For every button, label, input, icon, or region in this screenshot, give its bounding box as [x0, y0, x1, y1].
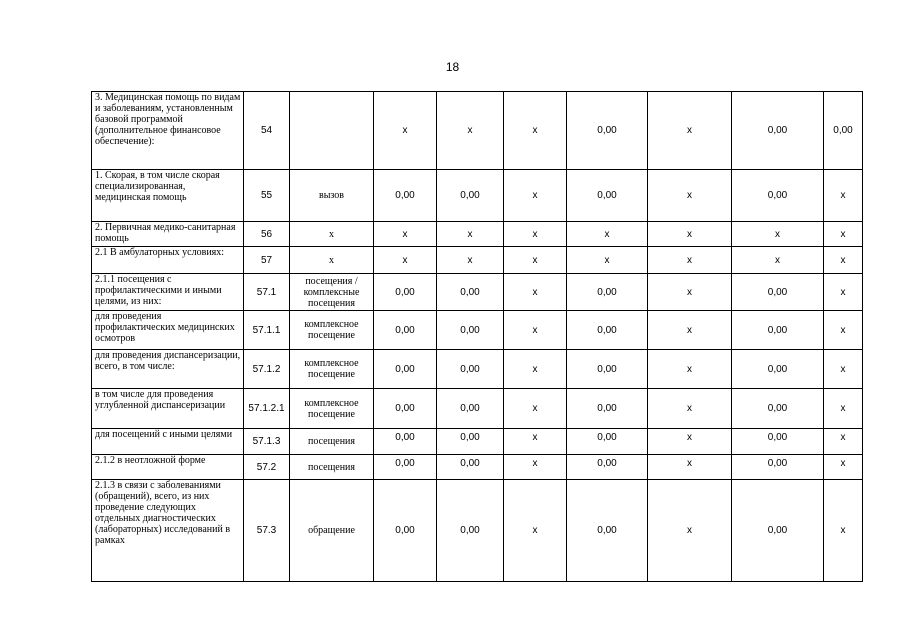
table-row: [92, 455, 863, 480]
table-body: [92, 92, 863, 582]
value-cell: 0,00: [567, 389, 648, 429]
table-row: [92, 389, 863, 429]
value-cell: x: [648, 274, 732, 311]
value-cell: x: [824, 222, 863, 247]
value-cell: 0,00: [567, 455, 648, 480]
table-row: [92, 92, 863, 170]
value-cell: 0,00: [732, 274, 824, 311]
value-cell: x: [732, 222, 824, 247]
value-cell: x: [824, 455, 863, 480]
value-cell: x: [437, 247, 504, 274]
table-row: [92, 170, 863, 222]
value-cell: x: [824, 429, 863, 455]
value-cell: 0,00: [374, 389, 437, 429]
value-cell: x: [504, 274, 567, 311]
value-cell: x: [504, 247, 567, 274]
table-row: [92, 429, 863, 455]
row-code-cell: 57.1.3: [244, 429, 290, 455]
row-name-cell: для проведения диспансеризации, всего, в том числе:: [92, 350, 244, 389]
value-cell: 0,00: [374, 455, 437, 480]
value-cell: 0,00: [824, 92, 863, 170]
value-cell: 0,00: [374, 350, 437, 389]
row-unit-cell: посещения / комплексные посещения: [290, 274, 374, 311]
row-unit-cell: комплексное посещение: [290, 350, 374, 389]
value-cell: x: [504, 350, 567, 389]
value-cell: x: [504, 170, 567, 222]
table-row: [92, 480, 863, 582]
value-cell: 0,00: [437, 350, 504, 389]
value-cell: x: [504, 222, 567, 247]
value-cell: x: [504, 455, 567, 480]
value-cell: x: [567, 222, 648, 247]
value-cell: 0,00: [437, 170, 504, 222]
row-name-cell: для посещений с иными целями: [92, 429, 244, 455]
value-cell: 0,00: [567, 274, 648, 311]
value-cell: 0,00: [374, 480, 437, 582]
value-cell: 0,00: [437, 389, 504, 429]
value-cell: x: [374, 222, 437, 247]
row-code-cell: 57: [244, 247, 290, 274]
value-cell: x: [732, 247, 824, 274]
value-cell: 0,00: [732, 350, 824, 389]
value-cell: 0,00: [374, 429, 437, 455]
value-cell: 0,00: [567, 480, 648, 582]
row-name-cell: 2. Первичная медико-санитарная помощь: [92, 222, 244, 247]
value-cell: 0,00: [437, 311, 504, 350]
value-cell: 0,00: [732, 455, 824, 480]
value-cell: x: [648, 429, 732, 455]
value-cell: x: [648, 480, 732, 582]
row-unit-cell: посещения: [290, 429, 374, 455]
value-cell: 0,00: [437, 455, 504, 480]
table-row: [92, 274, 863, 311]
value-cell: x: [824, 274, 863, 311]
value-cell: x: [648, 311, 732, 350]
row-code-cell: 57.3: [244, 480, 290, 582]
row-name-cell: 2.1.1 посещения с профилактическими и иными целями, из них:: [92, 274, 244, 311]
row-unit-cell: вызов: [290, 170, 374, 222]
table-row: [92, 350, 863, 389]
row-code-cell: 57.1.2.1: [244, 389, 290, 429]
value-cell: x: [648, 170, 732, 222]
row-name-cell: для проведения профилактических медицинских осмотров: [92, 311, 244, 350]
value-cell: 0,00: [732, 429, 824, 455]
row-code-cell: 57.1.1: [244, 311, 290, 350]
row-name-cell: 2.1.3 в связи с заболеваниями (обращений), всего, из них проведение следующих отдельных диагностических (лабораторных) исследований в рамках: [92, 480, 244, 582]
value-cell: x: [374, 247, 437, 274]
value-cell: 0,00: [567, 350, 648, 389]
value-cell: x: [504, 311, 567, 350]
value-cell: x: [504, 429, 567, 455]
value-cell: 0,00: [567, 429, 648, 455]
value-cell: 0,00: [732, 311, 824, 350]
row-unit-cell: [290, 92, 374, 170]
row-unit-cell: посещения: [290, 455, 374, 480]
row-name-cell: в том числе для проведения углубленной диспансеризации: [92, 389, 244, 429]
value-cell: x: [824, 170, 863, 222]
row-code-cell: 57.1.2: [244, 350, 290, 389]
value-cell: 0,00: [567, 170, 648, 222]
table-row: [92, 222, 863, 247]
value-cell: 0,00: [732, 480, 824, 582]
row-code-cell: 57.2: [244, 455, 290, 480]
value-cell: x: [648, 389, 732, 429]
row-code-cell: 54: [244, 92, 290, 170]
value-cell: x: [824, 480, 863, 582]
row-code-cell: 56: [244, 222, 290, 247]
table-row: [92, 311, 863, 350]
row-name-cell: 3. Медицинская помощь по видам и заболеваниям, установленным базовой программой (дополнительное финансовое обеспечение):: [92, 92, 244, 170]
row-name-cell: 2.1.2 в неотложной форме: [92, 455, 244, 480]
row-unit-cell: x: [290, 222, 374, 247]
value-cell: 0,00: [437, 274, 504, 311]
value-cell: x: [824, 247, 863, 274]
row-unit-cell: x: [290, 247, 374, 274]
row-unit-cell: комплексное посещение: [290, 311, 374, 350]
row-name-cell: 1. Скорая, в том числе скорая специализированная, медицинская помощь: [92, 170, 244, 222]
table-row: [92, 247, 863, 274]
row-name-cell: 2.1 В амбулаторных условиях:: [92, 247, 244, 274]
value-cell: x: [374, 92, 437, 170]
row-unit-cell: комплексное посещение: [290, 389, 374, 429]
value-cell: 0,00: [374, 311, 437, 350]
value-cell: x: [648, 92, 732, 170]
value-cell: 0,00: [732, 389, 824, 429]
value-cell: 0,00: [732, 170, 824, 222]
row-code-cell: 55: [244, 170, 290, 222]
row-unit-cell: обращение: [290, 480, 374, 582]
row-code-cell: 57.1: [244, 274, 290, 311]
value-cell: 0,00: [374, 170, 437, 222]
value-cell: 0,00: [732, 92, 824, 170]
value-cell: 0,00: [567, 311, 648, 350]
value-cell: x: [648, 247, 732, 274]
value-cell: x: [824, 389, 863, 429]
value-cell: x: [504, 92, 567, 170]
value-cell: x: [437, 92, 504, 170]
value-cell: x: [504, 480, 567, 582]
value-cell: x: [504, 389, 567, 429]
value-cell: x: [648, 455, 732, 480]
value-cell: x: [567, 247, 648, 274]
value-cell: 0,00: [374, 274, 437, 311]
value-cell: x: [824, 311, 863, 350]
value-cell: 0,00: [437, 480, 504, 582]
value-cell: x: [648, 222, 732, 247]
value-cell: 0,00: [437, 429, 504, 455]
financing-table: [91, 91, 863, 582]
value-cell: x: [437, 222, 504, 247]
page-number: 18: [445, 60, 460, 74]
value-cell: x: [824, 350, 863, 389]
value-cell: 0,00: [567, 92, 648, 170]
value-cell: x: [648, 350, 732, 389]
